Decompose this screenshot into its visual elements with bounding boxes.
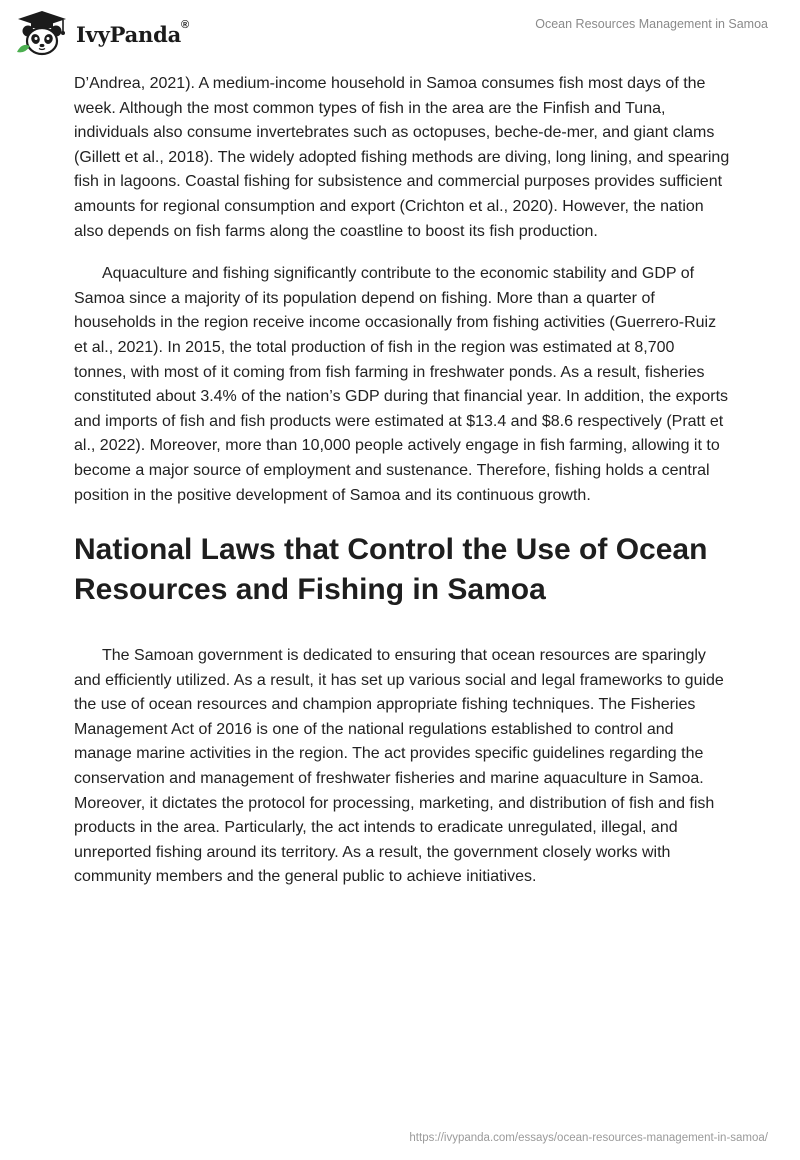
paragraph-3: The Samoan government is dedicated to ensuring that ocean resources are sparingly and efficiently utilized. As a result, it has set up various social and legal frameworks to guide the use of ocean resources and champion appropriate fishing techniques. The Fisheries Management Act of 2016 is one of the national regulations established to control and manage marine activities in the region. The act provides specific guidelines regarding the conservation and management of freshwater fisheries and marine aquaculture in Samoa. Moreover, it dictates the protocol for processing, marketing, and distribution of fish and fish products in the area. Particularly, the act intends to eradicate unregulated, illegal, and unreported fishing around its territory. As a result, the government closely works with community members and the general public to achieve initiatives. xyxy=(74,647,724,886)
section-heading: National Laws that Control the Use of Ocean Resources and Fishing in Samoa xyxy=(74,533,708,607)
paragraph-1: D’Andrea, 2021). A medium-income household in Samoa consumes fish most days of the week. Although the most common types of fish in the area are the Finfish and Tuna, individuals also consume invertebrates such as octopuses, beche-de-mer, and giant clams (Gillett et al., 2018). The widely adopted fishing methods are diving, long lining, and spearing fish in lagoons. Coastal fishing for subsistence and commercial purposes provides sufficient amounts for regional consumption and export (Crichton et al., 2020). However, the nation also depends on fish farms along the coastline to boost its fish production. xyxy=(74,75,730,240)
panda-graduate-icon xyxy=(14,8,70,58)
page-header xyxy=(0,0,800,62)
document-title: Ocean Resources Management in Samoa xyxy=(535,17,768,31)
essay-content xyxy=(74,72,730,908)
paragraph-2: Aquaculture and fishing significantly contribute to the economic stability and GDP of Samoa since a majority of its population depend on fishing. More than a quarter of households in the region receive income occasionally from fishing activities (Guerrero-Ruiz et al., 2021). In 2015, the total production of fish in the region was estimated at 8,700 tonnes, with most of it coming from fish farming in freshwater ponds. As a result, fisheries constituted about 3.4% of the nation’s GDP during that financial year. In addition, the exports and imports of fish and fish products were estimated at $13.4 and $8.6 respectively (Pratt et al., 2022). Moreover, more than 10,000 people actively engage in fish farming, allowing it to become a major source of employment and sustenance. Therefore, fishing holds a central position in the positive development of Samoa and its continuous growth. xyxy=(74,265,729,504)
brand-logo[interactable] xyxy=(14,8,189,58)
brand-name: IvyPanda® xyxy=(76,18,189,47)
source-url[interactable]: https://ivypanda.com/essays/ocean-resources-management-in-samoa/ xyxy=(409,1132,768,1144)
